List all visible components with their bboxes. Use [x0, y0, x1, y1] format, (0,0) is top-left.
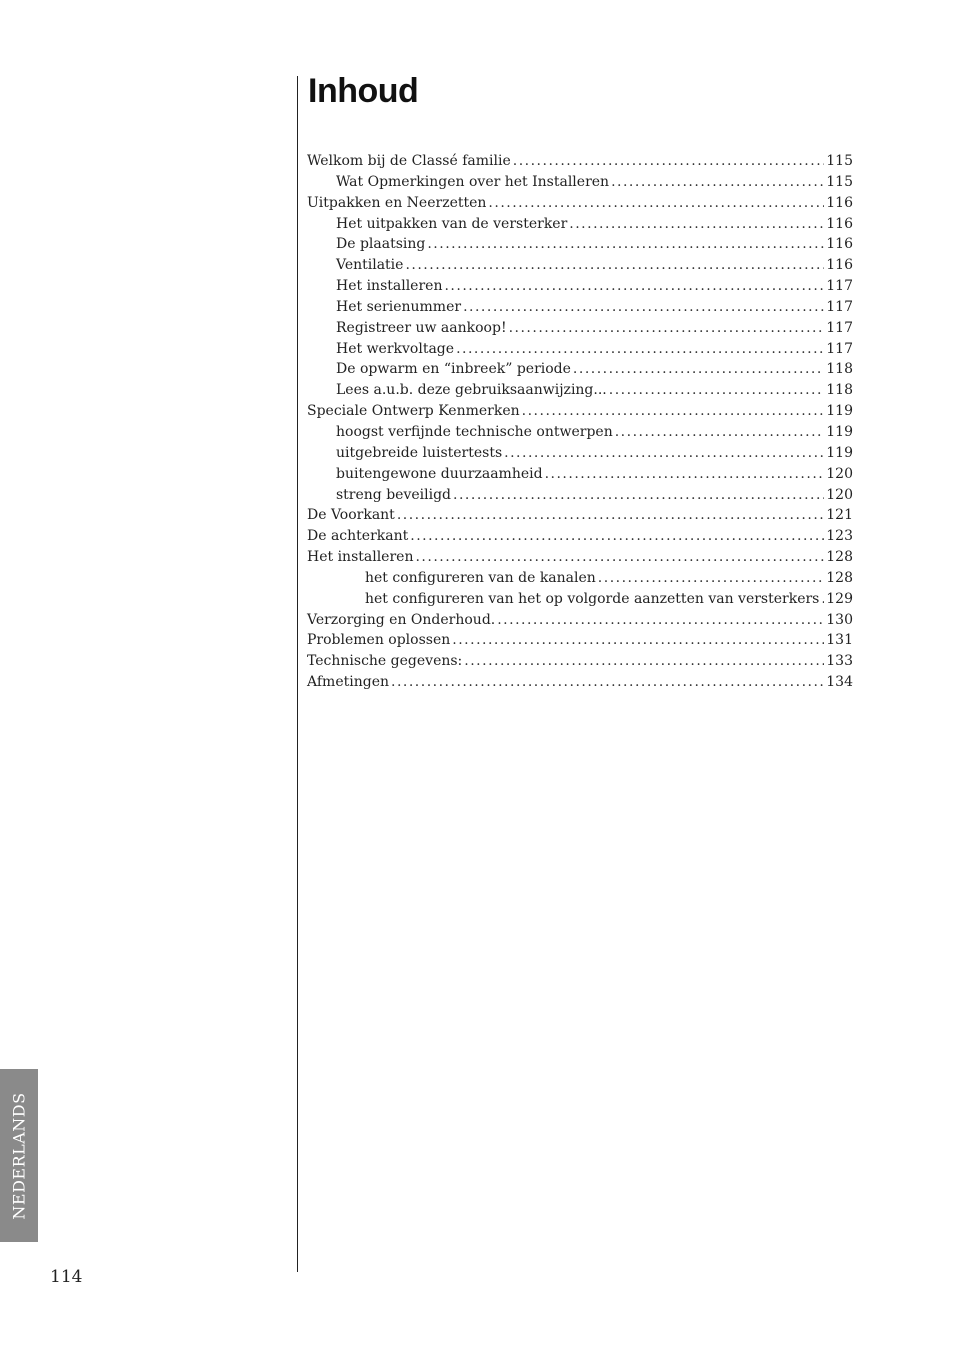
toc-entry-page: 117: [826, 319, 853, 336]
toc-entry-label: hoogst verfijnde technische ontwerpen: [336, 423, 613, 440]
toc-entry[interactable]: [307, 234, 853, 255]
dot-leader: [456, 339, 824, 360]
toc-entry-label: Het werkvoltage: [336, 340, 455, 357]
dot-leader: [397, 505, 824, 526]
dot-leader: [410, 526, 824, 547]
toc-entry[interactable]: [307, 485, 853, 506]
toc-entry-page: 130: [826, 611, 853, 628]
toc-entry[interactable]: [307, 380, 853, 401]
toc-entry[interactable]: [307, 339, 853, 360]
dot-leader: [452, 630, 824, 651]
toc-entry[interactable]: [307, 526, 853, 547]
toc-entry-label: Welkom bij de Classé familie: [307, 153, 511, 169]
toc-entry-label: Problemen oplossen: [307, 632, 451, 649]
dot-leader: [427, 234, 824, 255]
toc-entry-page: 119: [826, 423, 853, 440]
toc-entry-page: 115: [826, 153, 853, 169]
toc-entry-label: Afmetingen: [307, 674, 389, 691]
toc-entry-page: 116: [826, 236, 853, 253]
toc-entry-label: streng beveiligd: [336, 486, 452, 503]
toc-entry-label: Het serienummer: [336, 298, 462, 315]
toc-entry-page: 118: [826, 361, 853, 378]
toc-entry-label: Registreer uw aankoop!: [336, 319, 507, 336]
toc-entry-label: buitengewone duurzaamheid: [336, 465, 543, 482]
toc-entry-label: Technische gegevens:: [307, 653, 463, 670]
toc-entry-label: Het installeren: [307, 549, 414, 566]
toc-entry-page: 123: [826, 528, 853, 545]
toc-entry[interactable]: [307, 276, 853, 297]
toc-entry-label: De opwarm en “inbreek” periode: [336, 361, 571, 378]
toc-entry[interactable]: [307, 568, 853, 589]
dot-leader: [464, 651, 824, 672]
toc-entry-label: De achterkant: [307, 528, 409, 545]
dot-leader: [609, 380, 825, 401]
toc-entry-page: 134: [826, 674, 853, 691]
toc-entry-page: 121: [826, 507, 853, 524]
dot-leader: [509, 318, 825, 339]
dot-leader: [463, 297, 824, 318]
toc-entry-label: Speciale Ontwerp Kenmerken: [307, 403, 520, 420]
toc-entry-page: 119: [826, 403, 853, 420]
toc-entry-label: Verzorging en Onderhoud.: [307, 611, 496, 628]
toc-entry[interactable]: [307, 193, 853, 214]
toc-entry[interactable]: [307, 464, 853, 485]
toc-entry[interactable]: [307, 630, 853, 651]
toc-entry-page: 120: [826, 486, 853, 503]
toc-entry-label: het configureren van het op volgorde aanzetten van versterkers: [365, 590, 820, 607]
toc-entry-page: 116: [826, 257, 853, 274]
toc-entry[interactable]: [307, 401, 853, 422]
toc-entry[interactable]: [307, 214, 853, 235]
dot-leader: [569, 214, 824, 235]
page-title: Inhoud: [308, 72, 419, 110]
toc-entry-label: het configureren van de kanalen: [365, 569, 596, 586]
toc-entry-label: Lees a.u.b. deze gebruiksaanwijzing...: [336, 382, 607, 399]
toc-entry[interactable]: [307, 297, 853, 318]
toc-entry[interactable]: [307, 359, 853, 380]
toc-entry-page: 118: [826, 382, 853, 399]
toc-entry[interactable]: [307, 422, 853, 443]
toc-entry-page: 128: [826, 549, 853, 566]
toc-entry-page: 131: [826, 632, 853, 649]
toc-entry-label: Wat Opmerkingen over het Installeren: [336, 173, 610, 190]
toc-entry-label: Het uitpakken van de versterker: [336, 215, 568, 232]
toc-entry[interactable]: [307, 505, 853, 526]
toc-entry[interactable]: [307, 172, 853, 193]
dot-leader: [415, 547, 824, 568]
toc-entry[interactable]: [307, 651, 853, 672]
dot-leader: [522, 401, 825, 422]
toc-entry-page: 117: [826, 340, 853, 357]
toc-entry-page: 120: [826, 465, 853, 482]
language-side-tab: [0, 1069, 38, 1242]
toc-entry[interactable]: [307, 589, 853, 610]
toc-entry-label: Ventilatie: [336, 257, 404, 274]
dot-leader: [545, 464, 825, 485]
toc-entry[interactable]: [307, 318, 853, 339]
dot-leader: [821, 589, 824, 610]
dot-leader: [391, 672, 824, 693]
dot-leader: [611, 172, 824, 193]
dot-leader: [504, 443, 824, 464]
table-of-contents: [307, 151, 853, 693]
dot-leader: [453, 485, 824, 506]
page-number: 114: [50, 1267, 83, 1287]
toc-entry-page: 116: [826, 215, 853, 232]
toc-entry-page: 128: [826, 569, 853, 586]
language-label: NEDERLANDS: [9, 1091, 29, 1220]
toc-entry-page: 129: [826, 590, 853, 607]
toc-entry[interactable]: [307, 151, 853, 172]
toc-entry-page: 119: [826, 444, 853, 461]
toc-entry[interactable]: [307, 255, 853, 276]
toc-entry-page: 117: [826, 298, 853, 315]
toc-entry-page: 116: [826, 194, 853, 211]
dot-leader: [513, 151, 825, 172]
dot-leader: [488, 193, 824, 214]
dot-leader: [405, 255, 824, 276]
dot-leader: [615, 422, 825, 443]
dot-leader: [497, 610, 824, 631]
toc-entry-page: 133: [826, 653, 853, 670]
toc-entry[interactable]: [307, 547, 853, 568]
dot-leader: [573, 359, 824, 380]
toc-entry[interactable]: [307, 443, 853, 464]
toc-entry-label: Het installeren: [336, 278, 443, 295]
toc-entry-label: De plaatsing: [336, 236, 426, 253]
toc-entry-label: Uitpakken en Neerzetten: [307, 194, 487, 211]
toc-entry-page: 117: [826, 278, 853, 295]
vertical-divider: [297, 76, 298, 1272]
dot-leader: [444, 276, 824, 297]
toc-entry-page: 115: [826, 173, 853, 190]
toc-entry-label: De Voorkant: [307, 507, 395, 524]
dot-leader: [598, 568, 824, 589]
toc-entry[interactable]: [307, 610, 853, 631]
toc-entry[interactable]: [307, 672, 853, 693]
toc-entry-label: uitgebreide luistertests: [336, 444, 503, 461]
